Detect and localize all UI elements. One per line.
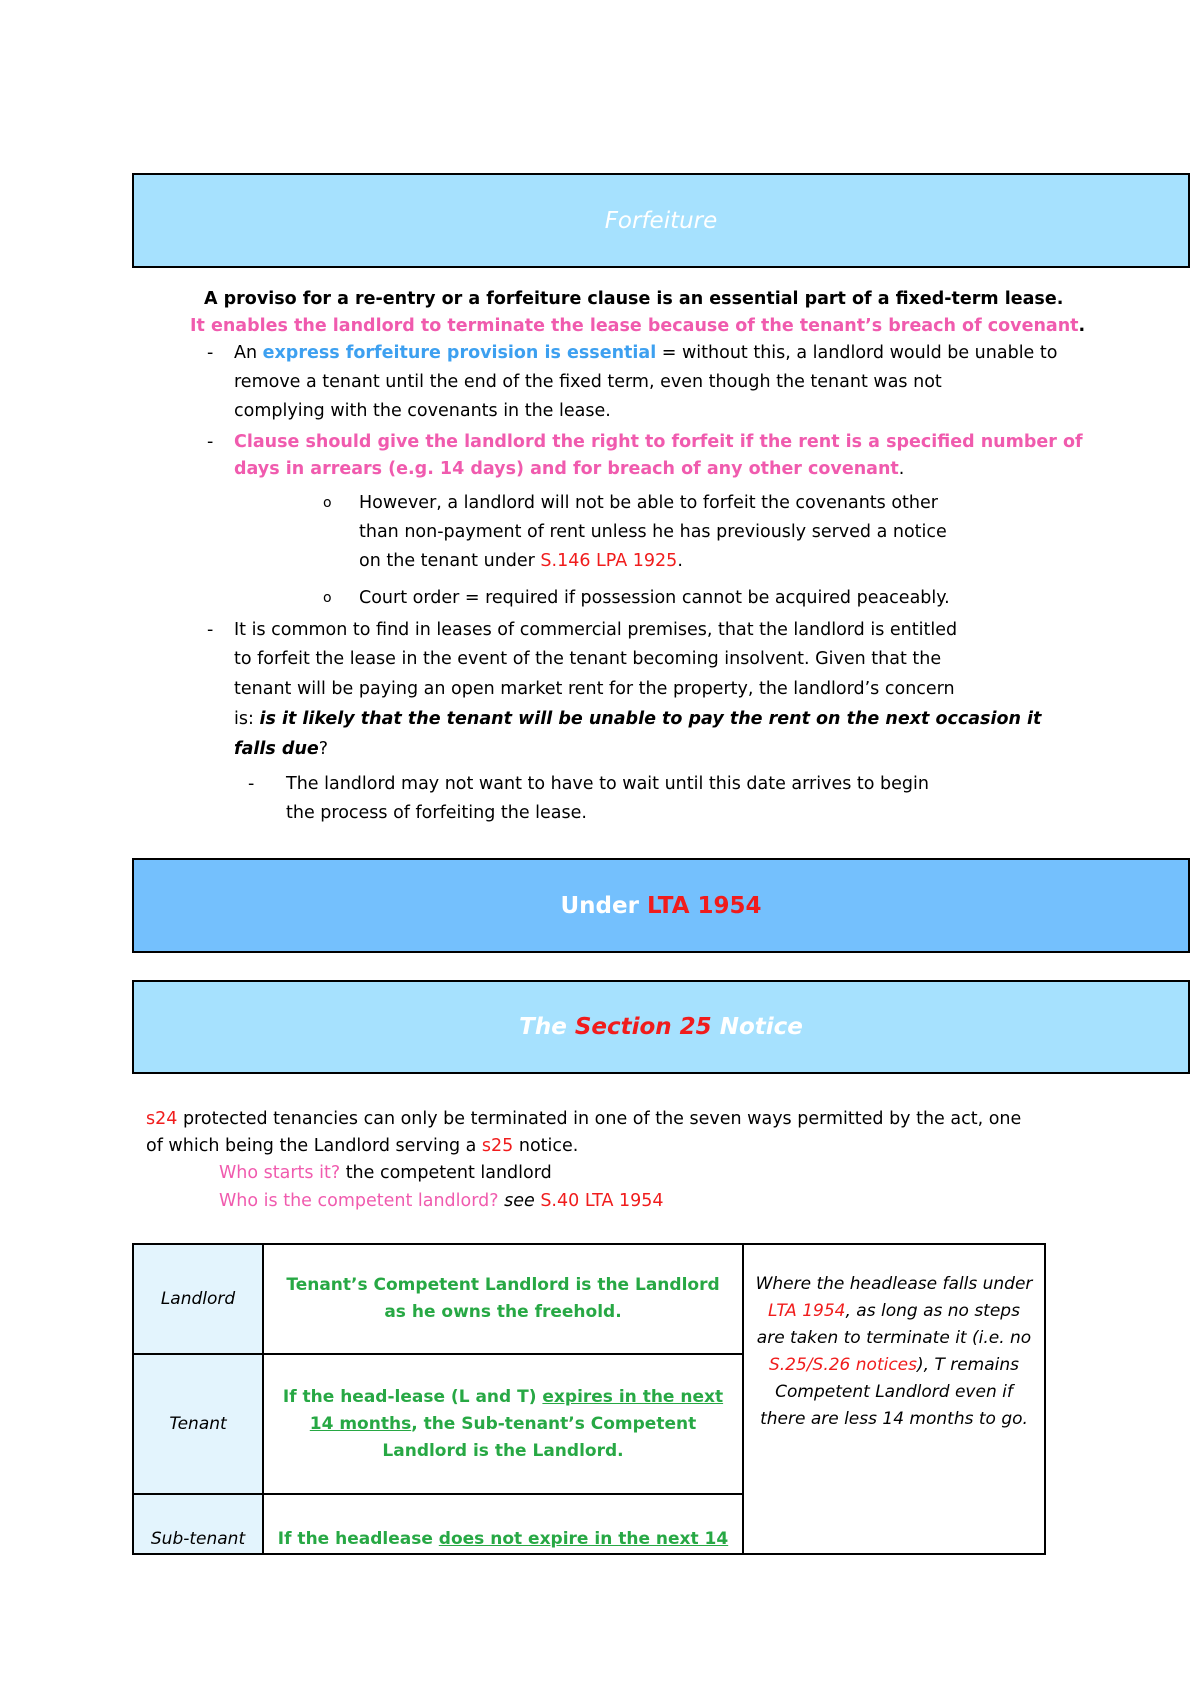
section25-title-ref: Section 25 bbox=[574, 1014, 712, 1040]
bullet-1-line-3: complying with the covenants in the lease. bbox=[234, 401, 611, 421]
bullet-1-line-1 bbox=[234, 342, 1057, 364]
s24-ref: s24 bbox=[146, 1109, 178, 1129]
s24-text-end: notice. bbox=[513, 1136, 579, 1156]
intro-highlight: It enables the landlord to terminate the lease because of the tenant’s breach of covenant bbox=[190, 316, 1079, 336]
bullet-1-line-2: remove a tenant until the end of the fixed term, even though the tenant was not bbox=[234, 372, 942, 392]
subtenant-text-underlined: does not expire in the next 14 bbox=[438, 1529, 729, 1549]
bullet-3-sub-line-1: The landlord may not want to have to wait until this date arrives to begin bbox=[286, 774, 929, 794]
competent-landlord-see: see bbox=[498, 1191, 541, 1211]
tenant-text-pre: If the head-lease (L and T) bbox=[282, 1386, 543, 1407]
sub-bullet-2-text: Court order = required if possession cannot be acquired peaceably. bbox=[359, 588, 950, 608]
bullet-3-question: is it likely that the tenant will be unable to pay the rent on the next occasion it bbox=[259, 709, 1042, 729]
lta-header-box bbox=[132, 858, 1190, 953]
tenant-text-underlined: expires in the next 14 months bbox=[309, 1386, 724, 1434]
row-text-subtenant bbox=[263, 1494, 743, 1554]
sub-bullet-1-marker: o bbox=[323, 495, 332, 511]
lta-title bbox=[560, 893, 761, 919]
who-starts-question: Who starts it? bbox=[219, 1163, 341, 1183]
sub-bullet-2-marker: o bbox=[323, 590, 332, 606]
intro-period: . bbox=[1078, 316, 1086, 336]
sub-bullet-1-line-2: than non-payment of rent unless he has previously served a notice bbox=[359, 522, 947, 542]
sub-bullet-1-line-3 bbox=[359, 550, 683, 572]
row-text-landlord: Tenant’s Competent Landlord is the Landlord as he owns the freehold. bbox=[263, 1244, 743, 1354]
section25-title bbox=[519, 1014, 803, 1040]
side-note-part-1: Where the headlease falls under bbox=[755, 1274, 1033, 1294]
bullet-3-qmark: ? bbox=[318, 739, 329, 759]
intro-line-1: A proviso for a re-entry or a forfeiture clause is an essential part of a fixed-term lease. bbox=[204, 289, 1064, 309]
row-text-tenant bbox=[263, 1354, 743, 1494]
side-note-part-2: , as long as no steps are taken to terminate it (i.e. no bbox=[756, 1301, 1032, 1348]
s24-paragraph-line-1 bbox=[146, 1108, 1021, 1130]
who-starts-line bbox=[219, 1162, 552, 1184]
section25-title-pre: The bbox=[519, 1014, 575, 1040]
bullet-2-line-2 bbox=[234, 458, 904, 480]
row-label-subtenant: Sub-tenant bbox=[133, 1494, 263, 1554]
bullet-2-marker: - bbox=[207, 432, 214, 452]
competent-landlord-question: Who is the competent landlord? bbox=[219, 1191, 499, 1211]
competent-landlord-table bbox=[132, 1243, 1046, 1555]
statute-ref-s146: S.146 LPA 1925 bbox=[540, 551, 678, 571]
sub-bullet-1-period: . bbox=[677, 551, 683, 571]
section25-header-box bbox=[132, 980, 1190, 1074]
tenant-text-post: , the Sub-tenant’s Competent Landlord is the Landlord. bbox=[382, 1413, 697, 1461]
bullet-3-question-end: falls due bbox=[234, 739, 319, 759]
s24-text-2: of which being the Landlord serving a bbox=[146, 1136, 482, 1156]
side-note-ref-notices: S.25/S.26 notices bbox=[768, 1355, 917, 1375]
row-label-tenant: Tenant bbox=[133, 1354, 263, 1494]
section25-title-post: Notice bbox=[711, 1014, 803, 1040]
table-row bbox=[133, 1244, 1045, 1354]
lta-title-ref: LTA 1954 bbox=[646, 892, 762, 919]
bullet-2-period: . bbox=[898, 459, 905, 479]
bullet-1-pre: An bbox=[234, 343, 263, 363]
row-label-landlord: Landlord bbox=[133, 1244, 263, 1354]
bullet-1-marker: - bbox=[207, 343, 214, 363]
bullet-2-highlight: days in arrears (e.g. 14 days) and for breach of any other covenant bbox=[234, 459, 899, 479]
sub-bullet-1-line-1: However, a landlord will not be able to forfeit the covenants other bbox=[359, 493, 938, 513]
who-starts-answer: the competent landlord bbox=[340, 1163, 552, 1183]
s24-paragraph-line-2 bbox=[146, 1135, 578, 1157]
bullet-3-line-1: It is common to find in leases of commercial premises, that the landlord is entitled bbox=[234, 620, 958, 640]
bullet-1-highlight: express forfeiture provision is essential bbox=[262, 343, 657, 363]
bullet-1-post: = without this, a landlord would be unable to bbox=[656, 343, 1058, 363]
bullet-2-line-1: Clause should give the landlord the right to forfeit if the rent is a specified number of bbox=[234, 432, 1083, 452]
subtenant-text-pre: If the headlease bbox=[277, 1529, 439, 1549]
bullet-3-line-4-pre: is: bbox=[234, 709, 260, 729]
forfeiture-header-box bbox=[132, 173, 1190, 268]
bullet-3-marker: - bbox=[207, 620, 214, 640]
bullet-3-sub-marker: - bbox=[248, 774, 255, 794]
lta-title-pre: Under bbox=[560, 892, 647, 919]
bullet-3-sub-line-2: the process of forfeiting the lease. bbox=[286, 803, 587, 823]
competent-landlord-line bbox=[219, 1190, 664, 1212]
statute-ref-s40: S.40 LTA 1954 bbox=[540, 1191, 664, 1211]
forfeiture-title: Forfeiture bbox=[604, 207, 718, 234]
intro-line-2 bbox=[190, 315, 1085, 337]
side-note-cell bbox=[743, 1244, 1045, 1554]
sub-bullet-1-pre: on the tenant under bbox=[359, 551, 541, 571]
s25-ref: s25 bbox=[481, 1136, 514, 1156]
side-note-ref-lta: LTA 1954 bbox=[768, 1301, 846, 1321]
bullet-3-line-3: tenant will be paying an open market rent for the property, the landlord’s concern bbox=[234, 679, 955, 699]
bullet-3-line-4 bbox=[234, 708, 1041, 730]
bullet-3-line-5 bbox=[234, 738, 328, 760]
s24-text: protected tenancies can only be terminated in one of the seven ways permitted by the act, one bbox=[177, 1109, 1022, 1129]
bullet-3-line-2: to forfeit the lease in the event of the tenant becoming insolvent. Given that the bbox=[234, 649, 942, 669]
side-note-part-3: ), T remains Competent Landlord even if there are less 14 months to go. bbox=[760, 1355, 1028, 1429]
